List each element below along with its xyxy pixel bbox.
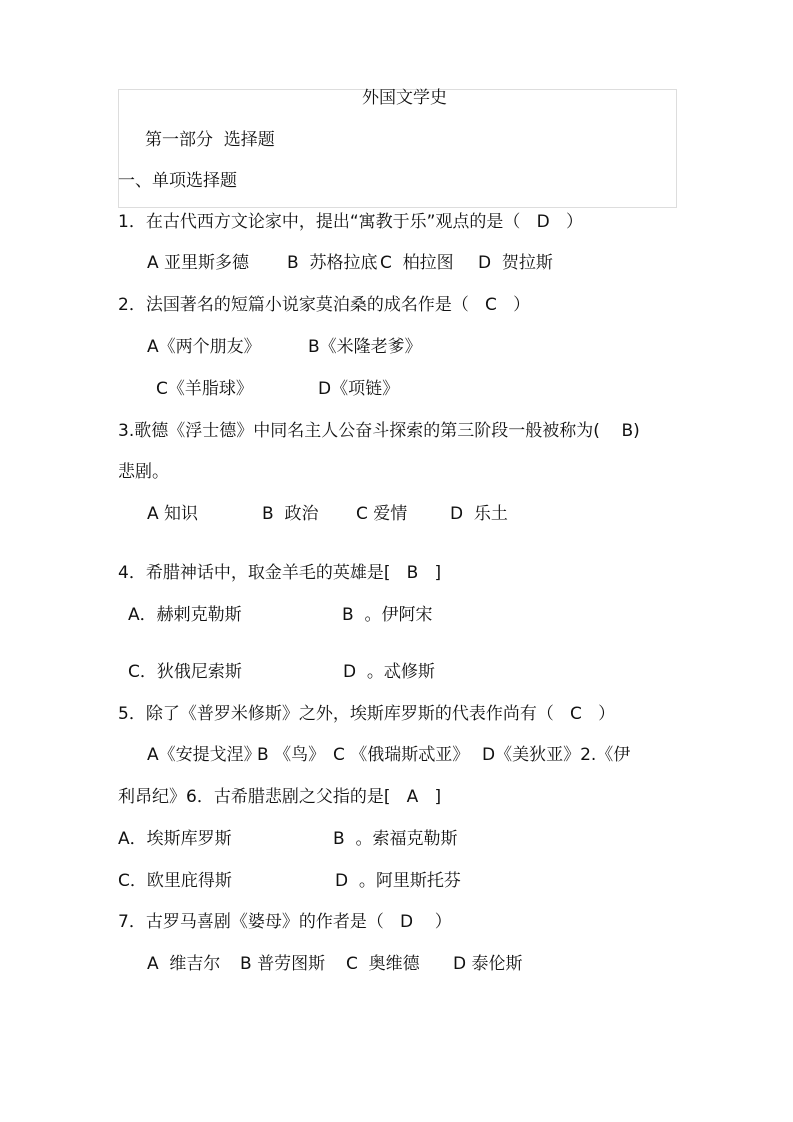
q2-option-d: D《项链》	[318, 379, 400, 399]
q4-option-b: B 。伊阿宋	[342, 605, 433, 625]
question-6: 利昂纪》6．古希腊悲剧之父指的是[ A ]	[118, 787, 442, 807]
q7-option-d: D 泰伦斯	[453, 954, 523, 974]
part-heading: 第一部分 选择题	[145, 130, 275, 150]
question-1: 1．在古代西方文论家中，提出“寓教于乐”观点的是（ D ）	[118, 212, 583, 232]
q5-option-c: C 《俄瑞斯忒亚》	[333, 745, 470, 765]
question-3: 3.歌德《浮士德》中同名主人公奋斗探索的第三阶段一般被称为( B)	[118, 421, 640, 441]
question-7: 7．古罗马喜剧《婆母》的作者是（ D ）	[118, 912, 452, 932]
q1-option-b: B 苏格拉底	[287, 253, 378, 273]
q3-option-a: A 知识	[147, 504, 199, 524]
question-3-cont: 悲剧。	[118, 462, 169, 482]
q2-option-a: A《两个朋友》	[147, 337, 261, 357]
q5-option-b: B 《鸟》	[257, 745, 326, 765]
q6-option-d: D 。阿里斯托芬	[335, 871, 461, 891]
q1-option-d: D 贺拉斯	[478, 253, 553, 273]
q3-option-c: C 爱情	[356, 504, 408, 524]
section-heading: 一、单项选择题	[118, 171, 237, 191]
q5-option-a: A《安提戈涅》	[147, 745, 261, 765]
q3-option-b: B 政治	[262, 504, 319, 524]
q6-option-b: B 。索福克勒斯	[333, 829, 458, 849]
q1-option-a: A 亚里斯多德	[147, 253, 250, 273]
q4-option-d: D 。忒修斯	[343, 662, 435, 682]
q7-option-b: B 普劳图斯	[240, 954, 326, 974]
q2-option-b: B《米隆老爹》	[308, 337, 422, 357]
document-title: 外国文学史	[362, 88, 447, 108]
question-5: 5．除了《普罗米修斯》之外，埃斯库罗斯的代表作尚有（ C ）	[118, 704, 616, 724]
question-2: 2．法国著名的短篇小说家莫泊桑的成名作是（ C ）	[118, 295, 531, 315]
q6-option-c: C．欧里庇得斯	[118, 871, 232, 891]
q4-option-a: A．赫剌克勒斯	[128, 605, 242, 625]
question-4: 4．希腊神话中，取金羊毛的英雄是[ B ]	[118, 563, 442, 583]
q6-option-a: A．埃斯库罗斯	[118, 829, 232, 849]
q1-option-c: C 柏拉图	[380, 253, 454, 273]
q2-option-c: C《羊脂球》	[156, 379, 253, 399]
q3-option-d: D 乐土	[450, 504, 508, 524]
q7-option-a: A 维吉尔	[147, 954, 221, 974]
q4-option-c: C．狄俄尼索斯	[128, 662, 242, 682]
q7-option-c: C 奥维德	[346, 954, 420, 974]
q5-option-d: D《美狄亚》2.《伊	[482, 745, 631, 765]
